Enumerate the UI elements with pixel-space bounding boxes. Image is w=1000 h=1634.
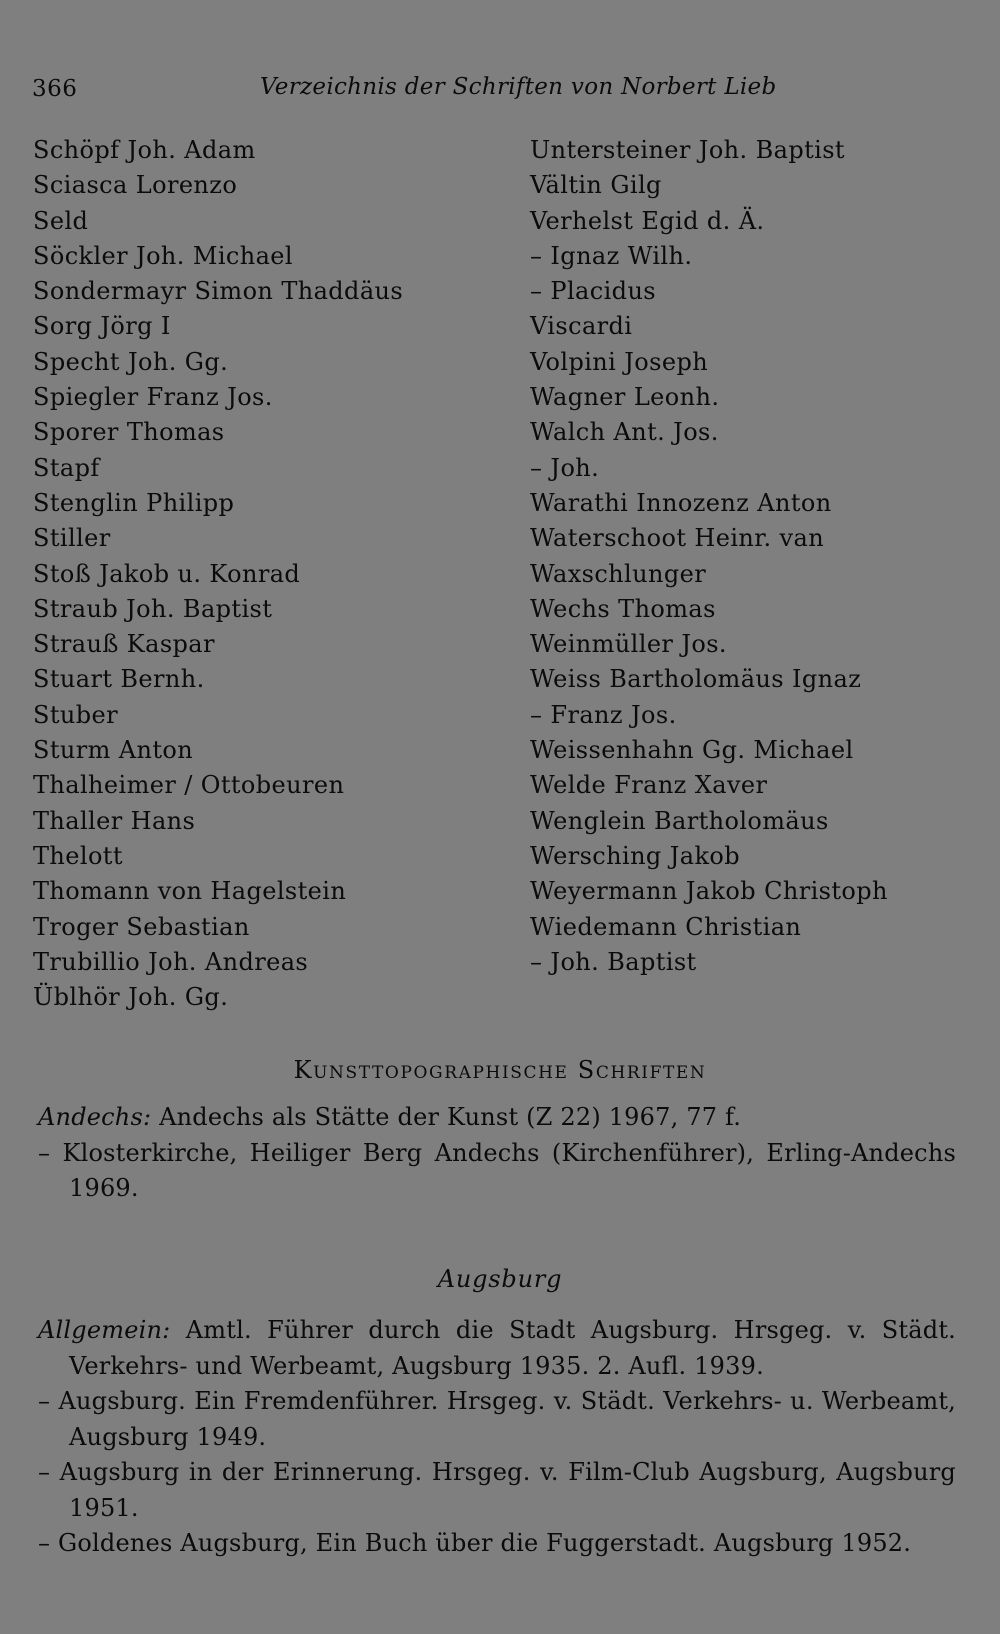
name-entry: Untersteiner Joh. Baptist [530, 136, 845, 164]
name-entry: Welde Franz Xaver [530, 771, 768, 800]
page-number: 366 [32, 76, 78, 102]
name-entry: Stapf [33, 453, 100, 482]
name-entry: Straub Joh. Baptist [33, 594, 273, 623]
andechs-text: Andechs als Stätte der Kunst (Z 22) 1967, 77 f. [151, 1103, 742, 1131]
name-entry: – Placidus [530, 277, 657, 306]
names-column-right [530, 133, 888, 980]
name-entry: Spiegler Franz Jos. [33, 383, 273, 412]
running-title: Verzeichnis der Schriften von Norbert Lieb [260, 74, 777, 100]
name-entry: Wersching Jakob [530, 841, 741, 870]
name-entry: Thalheimer / Ottobeuren [33, 771, 345, 800]
augsburg-lead: Allgemein: [38, 1316, 171, 1344]
name-entry: Sporer Thomas [33, 418, 225, 447]
name-entry: – Joh. [530, 453, 600, 482]
augsburg-entry [38, 1313, 956, 1384]
name-entry: Walch Ant. Jos. [530, 418, 719, 447]
name-entry: Verhelst Egid d. Ä. [530, 206, 765, 235]
name-entry: Stuber [33, 700, 118, 729]
name-entry: Volpini Joseph [530, 347, 709, 376]
name-entry: Waxschlunger [530, 559, 707, 588]
name-entry: Sturm Anton [33, 736, 194, 765]
name-entry: – Joh. Baptist [530, 947, 697, 976]
name-entry: Troger Sebastian [33, 912, 250, 941]
name-entry: Specht Joh. Gg. [33, 347, 229, 376]
name-entry: Weiss Bartholomäus Ignaz [530, 665, 862, 694]
andechs-block [38, 1100, 956, 1207]
augsburg-title: Augsburg [437, 1265, 563, 1293]
name-entry: Thelott [33, 841, 123, 870]
name-entry: Söckler Joh. Michael [33, 241, 293, 270]
name-entry: Wenglein Bartholomäus [530, 806, 829, 835]
name-entry: Wiedemann Christian [530, 912, 802, 941]
name-entry: Wechs Thomas [530, 594, 716, 623]
name-entry: Waterschoot Heinr. van [530, 524, 825, 553]
name-entry: Vältin Gilg [530, 171, 662, 200]
name-entry: Weyermann Jakob Christoph [530, 877, 888, 906]
name-entry: Trubillio Joh. Andreas [33, 947, 309, 976]
augsburg-text: Amtl. Führer durch die Stadt Augsburg. Hrsgeg. v. Städt. Verkehrs- und Werbeamt, Augsburg 1935. 2. Aufl. 1939. [69, 1316, 956, 1380]
name-entry: Üblhör Joh. Gg. [33, 983, 229, 1012]
name-entry: Viscardi [530, 312, 633, 341]
name-entry: Warathi Innozenz Anton [530, 488, 832, 517]
augsburg-item: – Goldenes Augsburg, Ein Buch über die Fuggerstadt. Augsburg 1952. [38, 1529, 912, 1557]
augsburg-item: – Augsburg. Ein Fremdenführer. Hrsgeg. v. Städt. Verkehrs- u. Werbeamt, Augsburg 1949. [38, 1387, 956, 1451]
name-entry: – Ignaz Wilh. [530, 241, 693, 270]
names-column-left [33, 133, 403, 1015]
name-entry: Thaller Hans [33, 806, 196, 835]
andechs-lead: Andechs: [38, 1103, 152, 1131]
andechs-item: – Klosterkirche, Heiliger Berg Andechs (Kirchenführer), Erling-Andechs 1969. [38, 1138, 956, 1202]
name-entry: Schöpf Joh. Adam [33, 136, 256, 164]
name-entry: Stenglin Philipp [33, 488, 235, 517]
name-entry: – Franz Jos. [530, 700, 677, 729]
name-entry: Seld [33, 206, 89, 235]
augsburg-item: – Augsburg in der Erinnerung. Hrsgeg. v. Film-Club Augsburg, Augsburg 1951. [38, 1458, 956, 1522]
augsburg-block [38, 1313, 956, 1562]
name-entry: Thomann von Hagelstein [33, 877, 347, 906]
name-entry: Sorg Jörg I [33, 312, 171, 341]
section-heading: Kunsttopographische Schriften [293, 1056, 707, 1084]
name-entry: Wagner Leonh. [530, 383, 720, 412]
name-entry: Sciasca Lorenzo [33, 171, 238, 200]
name-entry: Weissenhahn Gg. Michael [530, 736, 854, 765]
name-entry: Sondermayr Simon Thaddäus [33, 277, 404, 306]
andechs-entry [38, 1100, 956, 1136]
name-entry: Strauß Kaspar [33, 630, 215, 659]
name-entry: Stuart Bernh. [33, 665, 205, 694]
name-entry: Weinmüller Jos. [530, 630, 727, 659]
name-entry: Stiller [33, 524, 111, 553]
name-entry: Stoß Jakob u. Konrad [33, 559, 301, 588]
